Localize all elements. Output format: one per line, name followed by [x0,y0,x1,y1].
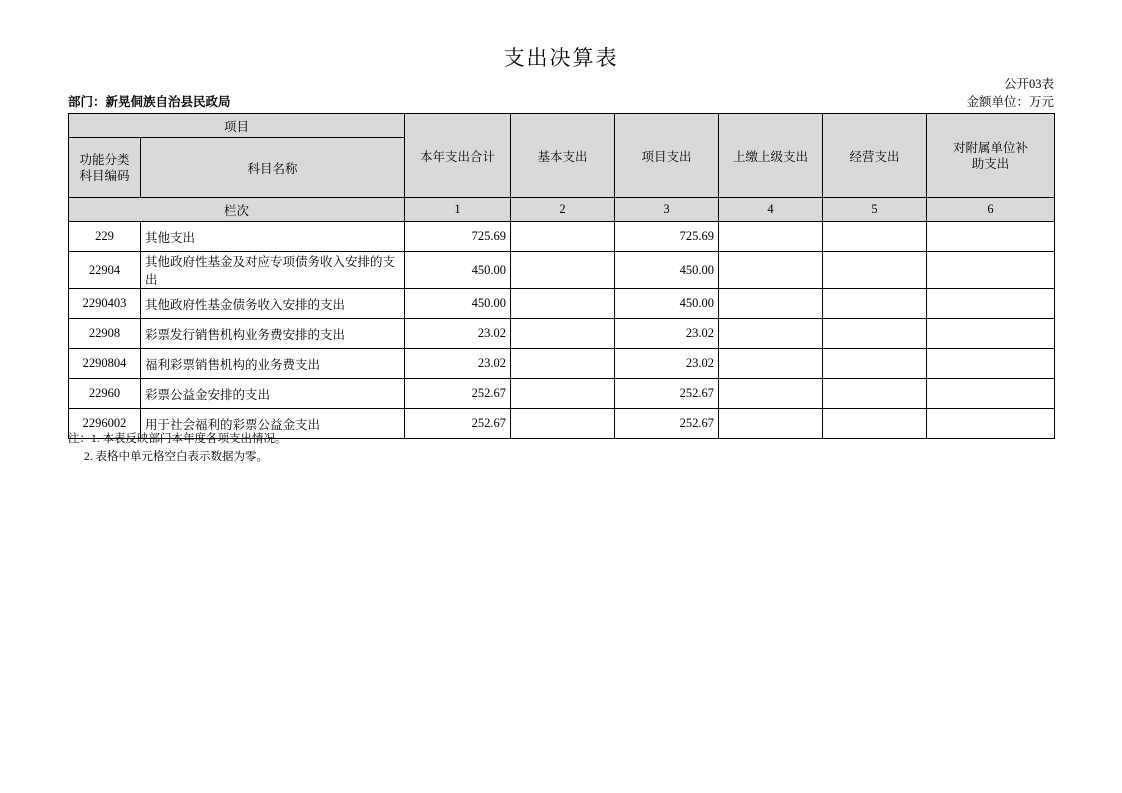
cell-code: 2290804 [69,349,141,379]
cell-code: 22904 [69,252,141,289]
cell-project: 23.02 [615,319,719,349]
cell-operating [823,319,927,349]
rank-4: 4 [719,198,823,222]
rank-6: 6 [927,198,1055,222]
cell-basic [511,319,615,349]
table-rank-row [69,198,1055,222]
header-col-code [69,138,141,198]
cell-upper [719,349,823,379]
cell-name: 其他支出 [141,222,405,252]
cell-upper [719,409,823,439]
cell-code: 22960 [69,379,141,409]
department-label: 部门：新晃侗族自治县民政局 [68,95,231,109]
cell-code: 229 [69,222,141,252]
table-row [69,319,1055,349]
table-row [69,222,1055,252]
cell-project: 23.02 [615,349,719,379]
cell-basic [511,252,615,289]
cell-project: 725.69 [615,222,719,252]
cell-project: 252.67 [615,409,719,439]
form-number: 公开03表 [1003,77,1054,91]
table-row [69,252,1055,289]
header-group-item: 项目 [69,114,405,138]
rank-3: 3 [615,198,719,222]
cell-code: 2290403 [69,289,141,319]
cell-operating [823,252,927,289]
cell-subsidy [927,379,1055,409]
header-col-upper: 上缴上级支出 [719,114,823,198]
cell-operating [823,379,927,409]
cell-name: 其他政府性基金及对应专项债务收入安排的支出 [141,252,405,289]
header-col-basic: 基本支出 [511,114,615,198]
table-row [69,349,1055,379]
table-header-row-group [69,114,1055,138]
rank-2: 2 [511,198,615,222]
rank-1: 1 [405,198,511,222]
cell-project: 252.67 [615,379,719,409]
cell-upper [719,222,823,252]
table-row [69,379,1055,409]
cell-subsidy [927,222,1055,252]
cell-operating [823,289,927,319]
amount-unit-label: 金额单位：万元 [966,95,1054,109]
header-col-code-line2: 科目编码 [79,168,130,183]
cell-upper [719,319,823,349]
header-col-project: 项目支出 [615,114,719,198]
table-notes [68,430,287,466]
cell-name: 福利彩票销售机构的业务费支出 [141,349,405,379]
cell-operating [823,349,927,379]
rank-label: 栏次 [69,198,405,222]
header-col-subsidy-line2: 助支出 [971,156,1010,171]
cell-name: 彩票发行销售机构业务费安排的支出 [141,319,405,349]
cell-subsidy [927,409,1055,439]
cell-basic [511,349,615,379]
header-col-name: 科目名称 [141,138,405,198]
cell-total: 23.02 [405,319,511,349]
note-line-1: 注：1. 本表反映部门本年度各项支出情况。 [68,433,287,445]
cell-name: 用于社会福利的彩票公益金支出 [141,409,405,439]
cell-upper [719,379,823,409]
header-col-operating: 经营支出 [823,114,927,198]
header-col-code-line1: 功能分类 [79,152,130,167]
cell-operating [823,409,927,439]
cell-total: 23.02 [405,349,511,379]
cell-code: 22908 [69,319,141,349]
cell-name: 其他政府性基金债务收入安排的支出 [141,289,405,319]
cell-basic [511,409,615,439]
page-title: 支出决算表 [503,46,619,70]
cell-subsidy [927,319,1055,349]
table-row [69,289,1055,319]
cell-project: 450.00 [615,289,719,319]
cell-operating [823,222,927,252]
cell-basic [511,289,615,319]
cell-name: 彩票公益金安排的支出 [141,379,405,409]
cell-subsidy [927,349,1055,379]
cell-upper [719,289,823,319]
cell-total: 252.67 [405,379,511,409]
cell-basic [511,222,615,252]
cell-code: 2296002 [69,409,141,439]
cell-upper [719,252,823,289]
cell-subsidy [927,252,1055,289]
cell-project: 450.00 [615,252,719,289]
cell-total: 725.69 [405,222,511,252]
cell-basic [511,379,615,409]
rank-5: 5 [823,198,927,222]
expenditure-table [68,113,1055,439]
header-col-subsidy-line1: 对附属单位补 [953,140,1029,155]
cell-total: 450.00 [405,289,511,319]
header-col-subsidy [927,114,1055,198]
header-col-total: 本年支出合计 [405,114,511,198]
cell-total: 450.00 [405,252,511,289]
cell-subsidy [927,289,1055,319]
cell-total: 252.67 [405,409,511,439]
note-line-2: 2. 表格中单元格空白表示数据为零。 [84,451,268,463]
